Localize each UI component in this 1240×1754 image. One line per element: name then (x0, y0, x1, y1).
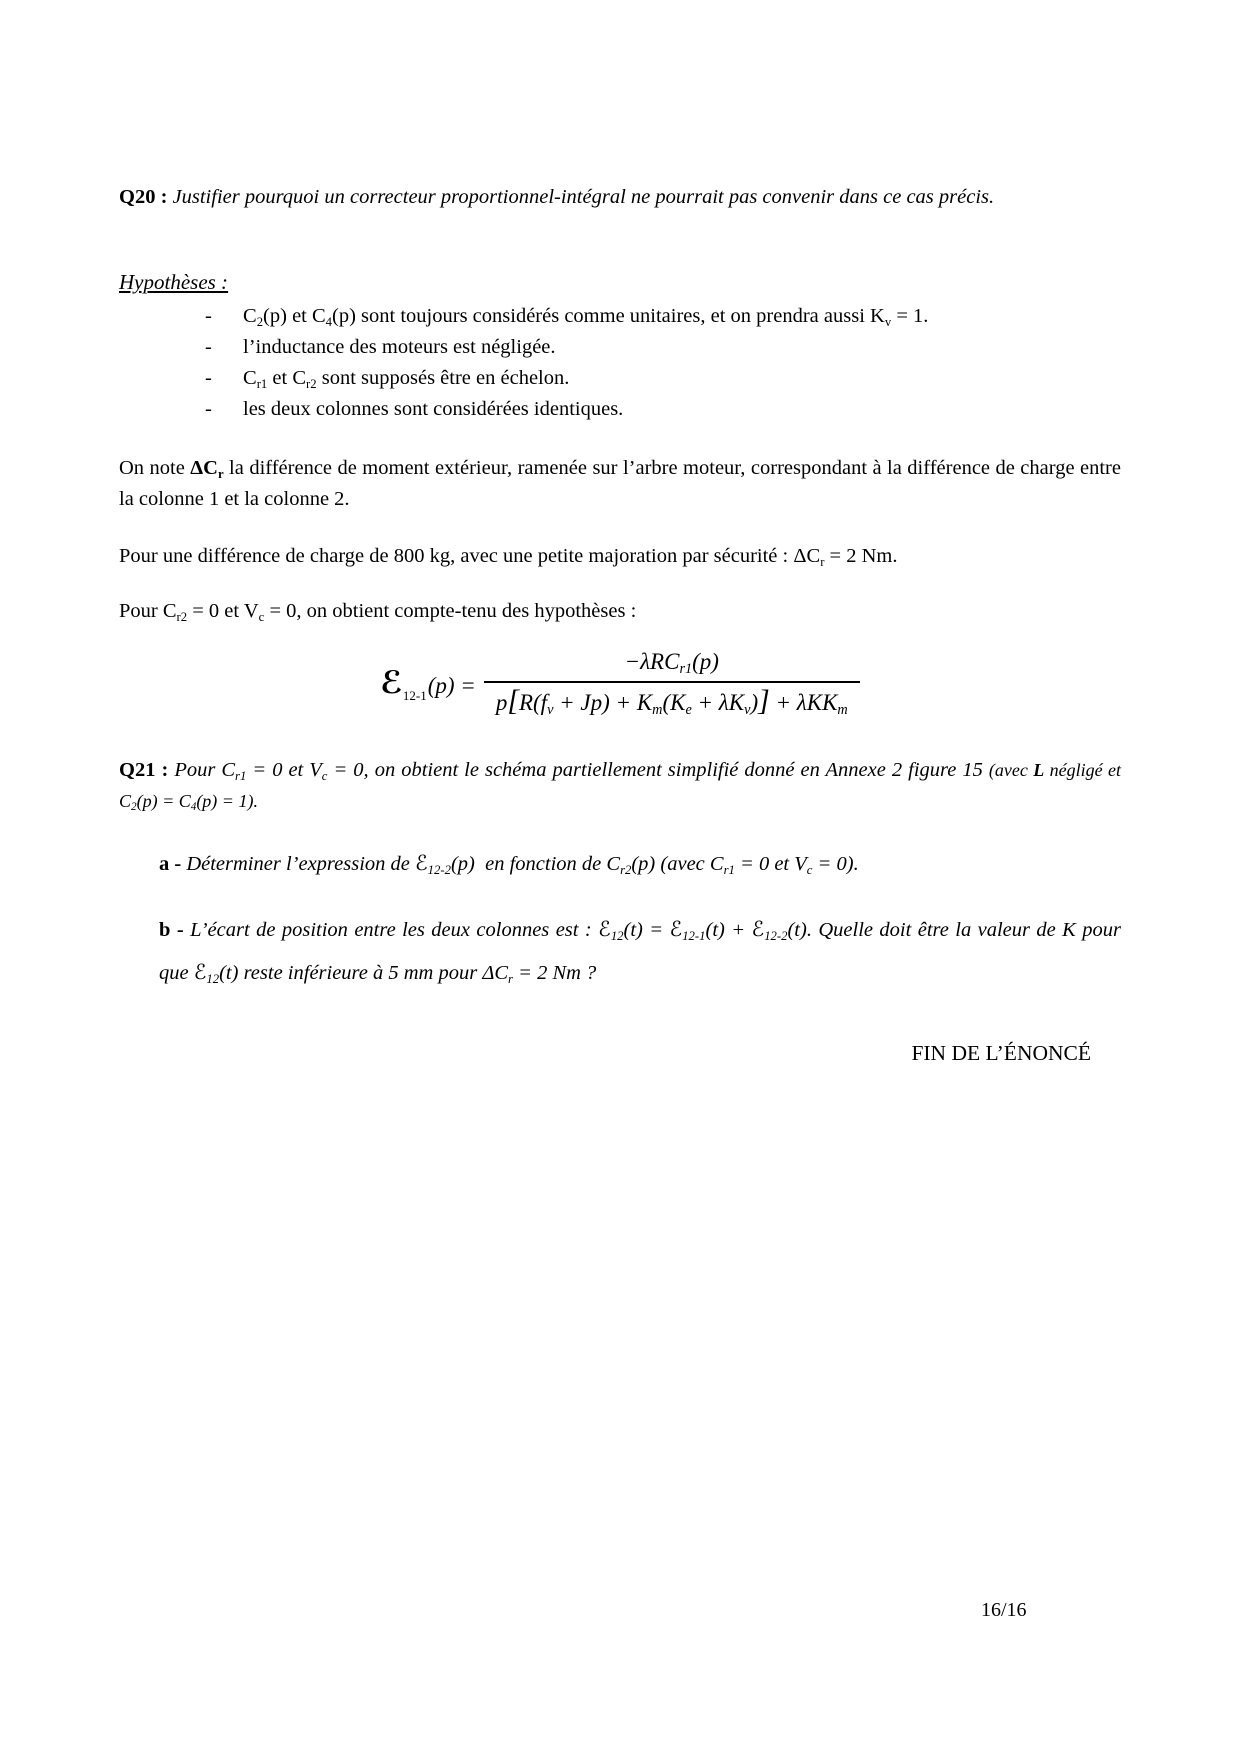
q21-label: Q21 : (119, 759, 169, 781)
q20-paragraph (119, 182, 1121, 213)
hypotheses-item (119, 394, 1121, 425)
hypotheses-heading: Hypothèses : (119, 270, 229, 294)
page-number: 16/16 (981, 1599, 1027, 1621)
end-of-statement-text: FIN DE L’ÉNONCÉ (911, 1041, 1091, 1065)
equation-fraction (484, 647, 860, 719)
dash-bullet: - (205, 367, 212, 389)
q20-text: Justifier pourquoi un correcteur proportionnel-intégral ne pourrait pas convenir dans ce cas précis. (172, 186, 995, 208)
hypotheses-item-text: $C_2(p)$ et $C_4(p)$ sont toujours considérés comme unitaires, et on prendra aussi $K_v = 1$. (243, 305, 929, 329)
equation-epsilon-12-1 (119, 647, 1121, 719)
equation-lhs (380, 664, 476, 703)
item-a-label: a - (159, 853, 182, 875)
equation-denominator: $p[R(f_v + Jp) + K_m(K_e + \lambda K_v)] + \lambda KK_m$ (484, 681, 860, 719)
dash-bullet: - (205, 336, 212, 358)
page-content (119, 182, 1121, 1069)
equation-lhs-subscript: 12-1 (402, 687, 427, 703)
hypotheses-list (119, 301, 1121, 425)
dash-bullet: - (205, 305, 212, 327)
obtain-hypotheses-paragraph: Pour $C_{r2} = 0$ et $V_c = 0$, on obtient compte-tenu des hypothèses : (119, 600, 637, 624)
equation-lhs-rest: (p) = (427, 672, 476, 698)
q21-item-a (159, 847, 1121, 881)
script-epsilon-symbol: ℰ (380, 664, 403, 701)
q21-item-b (159, 908, 1121, 994)
q21-paragraph (119, 755, 1121, 817)
item-b-text: L’écart de position entre les deux colonnes est : ℰ$_{12}$(t) = ℰ$_{12-1}$(t) + ℰ$_{12-2}$(t). Quelle doit être la valeur de K pour que ℰ$_{12}$(t) reste inférieure à 5 mm pour $\Delta C_r = 2$ Nm ? (159, 917, 1122, 986)
dash-bullet: - (205, 398, 212, 420)
hypotheses-item-text: les deux colonnes sont considérées identiques. (243, 398, 624, 420)
hypotheses-item (119, 363, 1121, 394)
note-delta-cr-paragraph: On note $\Delta C_r$ la différence de moment extérieur, ramenée sur l’arbre moteur, correspondant à la différence de charge entre la colonne 1 et la colonne 2. (119, 457, 1121, 510)
q20-label: Q20 : (119, 186, 168, 208)
equation-numerator: −λRC$_{r1}$(p) (624, 649, 719, 677)
item-a-text: Déterminer l’expression de ℰ$_{12-2}$(p) en fonction de $C_{r2}(p)$ (avec $C_{r1} = 0$ et $V_c = 0$). (186, 851, 859, 877)
item-b-label: b - (159, 919, 184, 941)
hypotheses-item (119, 301, 1121, 332)
hypotheses-item-text: $C_{r1}$ et $C_{r2}$ sont supposés être en échelon. (243, 367, 570, 391)
hypotheses-item-text: l’inductance des moteurs est négligée. (243, 336, 556, 358)
q21-text: Pour $C_{r1} = 0$ et $V_c = 0$, on obtient le schéma partiellement simplifié donné en Annexe 2 figure 15 (avec L négligé et $C_2(p) = C_4(p) = 1$). (119, 759, 1122, 814)
charge-800kg-paragraph: Pour une différence de charge de 800 kg, avec une petite majoration par sécurité : $\Delta C_r = 2$ Nm. (119, 545, 898, 569)
hypotheses-item (119, 332, 1121, 363)
